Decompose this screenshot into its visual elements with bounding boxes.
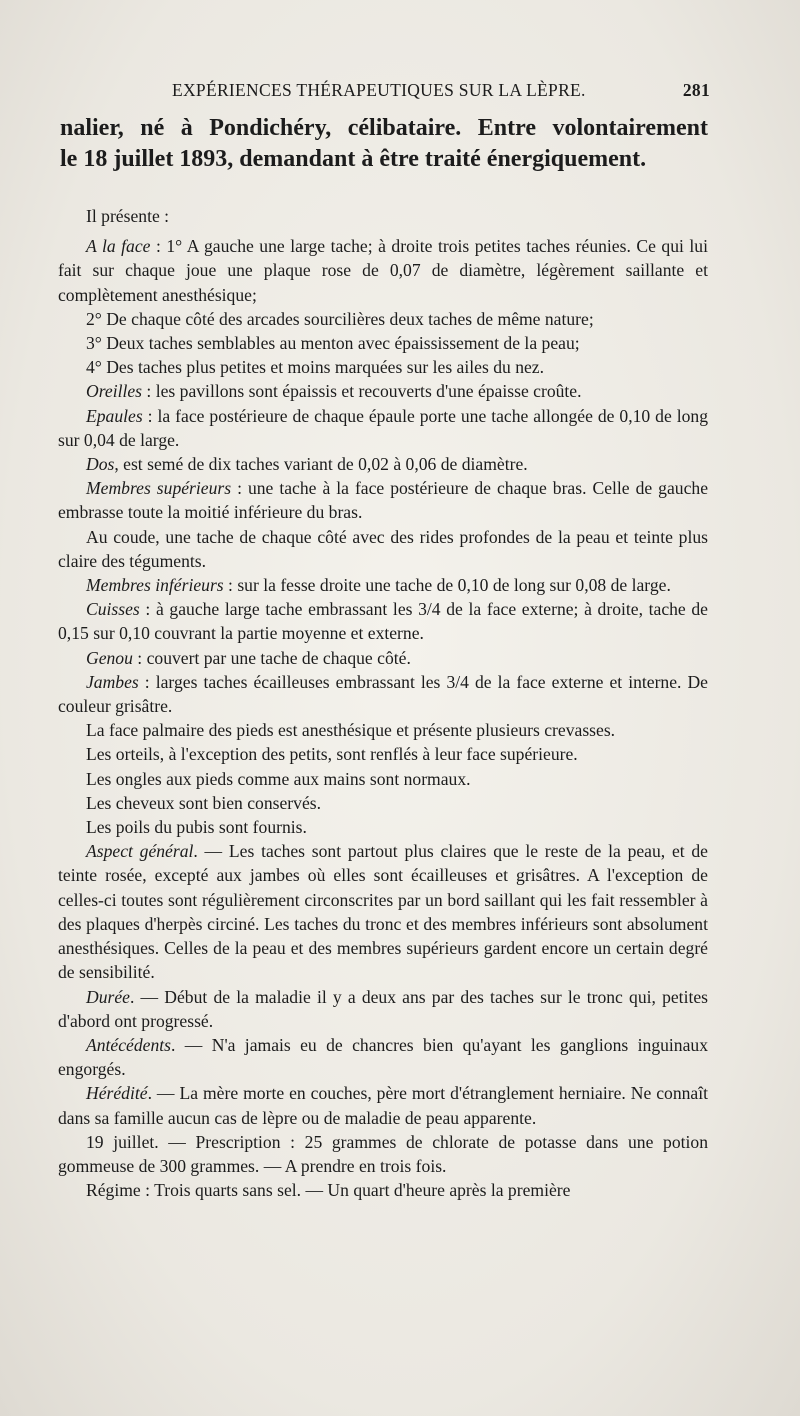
paragraph-text: . — La mère morte en couches, père mort d'étranglement herniaire. Ne connaît dans sa famille aucun cas de lèpre ou de maladie de peau apparente. <box>58 1083 708 1128</box>
paragraph-text: : sur la fesse droite une tache de 0,10 de long sur 0,08 de large. <box>223 575 671 596</box>
paragraph <box>58 670 708 718</box>
paragraph-text: . — N'a jamais eu de chancres bien qu'ayant les ganglions inguinaux engorgés. <box>58 1034 708 1080</box>
paragraph-label: Epaules <box>86 405 143 426</box>
lead-line-1: nalier, né à Pondichéry, célibataire. Entre volontairement <box>60 115 708 141</box>
paragraph <box>58 1081 708 1129</box>
paragraph <box>58 476 708 524</box>
paragraph-text: . — Les taches sont partout plus claires que le reste de la peau, et de teinte rosée, excepté aux jambes où elles sont écailleuses et grisâtres. A l'exception de celles-ci toutes sont régulièrement circonscrites par un bord saillant qui les fait ressembler à des plaques d'herpès circiné. Les taches du tronc et des membres inférieurs sont absolument anesthésiques. Celles de la peau et des membres supérieurs gardent encore un certain degré de sensibilité. <box>58 841 708 983</box>
paragraph <box>58 646 708 670</box>
paragraph <box>58 791 708 815</box>
paragraph <box>58 1130 708 1178</box>
paragraph-text: 2° De chaque côté des arcades sourcilières deux taches de même nature; <box>86 308 594 329</box>
paragraph <box>58 525 708 573</box>
paragraph <box>58 1033 708 1081</box>
paragraph <box>58 742 708 766</box>
paragraph-text: : à gauche large tache embrassant les 3/4 de la face externe; à droite, tache de 0,15 sur 0,10 couvrant la partie moyenne et externe. <box>58 599 708 644</box>
paragraph-label: Jambes <box>86 671 139 692</box>
paragraph-text: : couvert par une tache de chaque côté. <box>132 647 411 668</box>
paragraph-text: Régime : Trois quarts sans sel. — Un quart d'heure après la première <box>86 1180 571 1201</box>
paragraph <box>58 767 708 791</box>
paragraph <box>58 234 708 307</box>
paragraph-label: Hérédité <box>86 1083 148 1104</box>
paragraph-text: . — Début de la maladie il y a deux ans par des taches sur le tronc qui, petites d'abord ont progressé. <box>58 986 708 1031</box>
paragraph-text: , est semé de dix taches variant de 0,02 à 0,06 de diamètre. <box>114 454 528 475</box>
paragraph-text: : une tache à la face postérieure de chaque bras. Celle de gauche embrasse toute la moitié inférieure du bras. <box>58 478 709 523</box>
paragraph-text: : la face postérieure de chaque épaule porte une tache allongée de 0,10 de long sur 0,04 de large. <box>58 405 708 450</box>
lead-line-2: le 18 juillet 1893, demandant à être traité énergiquement. <box>60 146 647 172</box>
page-number: 281 <box>682 80 710 100</box>
paragraph <box>58 573 708 597</box>
lead-paragraph <box>60 113 708 175</box>
paragraph <box>58 355 708 379</box>
paragraph-label: Membres supérieurs <box>86 478 232 499</box>
paragraph <box>58 839 708 984</box>
paragraph-text: 4° Des taches plus petites et moins marquées sur les ailes du nez. <box>86 357 545 378</box>
paragraph <box>58 597 708 645</box>
paragraph <box>58 379 708 403</box>
paragraph-text: La face palmaire des pieds est anesthésique et présente plusieurs crevasses. <box>86 720 616 741</box>
paragraph-text: : 1° A gauche une large tache; à droite trois petites taches réunies. Ce qui lui fait sur chaque joue une plaque rose de 0,07 de diamètre, légèrement saillante et complètement anesthésique; <box>58 236 708 305</box>
running-title: EXPÉRIENCES THÉRAPEUTIQUES SUR LA LÈPRE. <box>172 80 586 100</box>
paragraph-label: A la face <box>86 236 151 257</box>
paragraph-text: Au coude, une tache de chaque côté avec des rides profondes de la peau et teinte plus claire des téguments. <box>58 526 708 571</box>
paragraph-label: Oreilles <box>86 381 143 402</box>
body-text <box>58 204 708 1202</box>
paragraph <box>58 331 708 355</box>
paragraph-label: Durée <box>86 986 130 1007</box>
paragraph-label: Membres inférieurs <box>86 575 224 596</box>
paragraph-label: Antécédents <box>86 1034 171 1055</box>
paragraph <box>58 985 708 1033</box>
paragraph <box>58 452 708 476</box>
paragraph-label: Dos <box>86 454 115 475</box>
paragraph-label: Genou <box>86 647 133 668</box>
paragraph-text: Les ongles aux pieds comme aux mains sont normaux. <box>86 768 471 789</box>
paragraph-text: : larges taches écailleuses embrassant les 3/4 de la face externe et interne. De couleur grisâtre. <box>58 671 708 717</box>
paragraph <box>58 307 708 331</box>
paragraph-text: 3° Deux taches semblables au menton avec épaississement de la peau; <box>86 333 580 354</box>
paragraph-text: : les pavillons sont épaissis et recouverts d'une épaisse croûte. <box>142 381 582 402</box>
paragraph-label: Aspect général <box>86 841 194 862</box>
paragraph <box>58 815 708 839</box>
paragraph <box>58 718 708 742</box>
paragraph <box>58 204 708 228</box>
paragraph-text: Les poils du pubis sont fournis. <box>86 817 307 838</box>
paragraph <box>58 404 708 452</box>
paragraph-label: Cuisses <box>86 599 140 620</box>
paragraph <box>58 1178 708 1202</box>
paragraph-text: Les orteils, à l'exception des petits, sont renflés à leur face supérieure. <box>86 744 578 765</box>
paragraph-text: Les cheveux sont bien conservés. <box>86 792 321 813</box>
paragraph-text: 19 juillet. — Prescription : 25 grammes de chlorate de potasse dans une potion gommeuse de 300 grammes. — A prendre en trois fois. <box>58 1131 708 1176</box>
paragraph-text: Il présente : <box>86 206 170 226</box>
